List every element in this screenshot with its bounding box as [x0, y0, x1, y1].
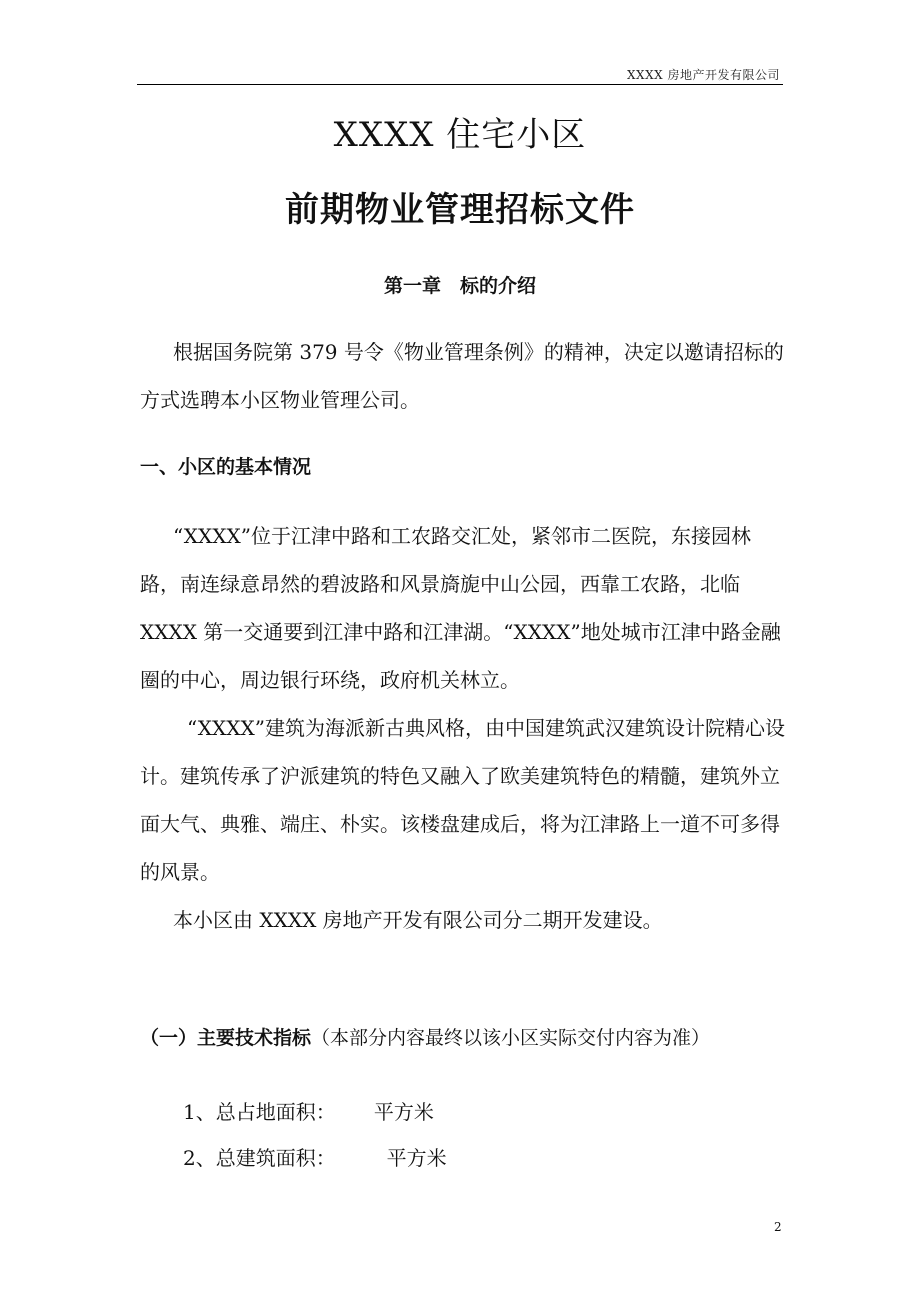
chapter-heading: 第一章 标的介绍 [383, 275, 536, 297]
indicator-item [183, 1096, 434, 1125]
indicator-label: 1、总占地面积： [183, 1100, 336, 1124]
intro-paragraph: 根据国务院第 379 号令《物业管理条例》的精神，决定以邀请招标的方式选聘本小区物业管理公司。 [140, 340, 784, 412]
indicator-unit: 平方米 [386, 1146, 447, 1170]
document-title: XXXX 住宅小区 [333, 115, 587, 155]
page-number: 2 [774, 1220, 782, 1234]
subsection-title: （一）主要技术指标 [140, 1027, 312, 1049]
body-paragraph: 本小区由 XXXX 房地产开发有限公司分二期开发建设。 [173, 908, 663, 932]
indicator-unit: 平方米 [373, 1100, 434, 1124]
page-header: XXXX 房地产开发有限公司 [627, 68, 780, 82]
subsection-note: （本部分内容最终以该小区实际交付内容为准） [311, 1027, 711, 1049]
subsection-heading [140, 1023, 710, 1050]
document-subtitle: 前期物业管理招标文件 [285, 190, 635, 230]
body-paragraph: “XXXX”建筑为海派新古典风格，由中国建筑武汉建筑设计院精心设计。建筑传承了沪派建筑的特色又融入了欧美建筑特色的精髓，建筑外立面大气、典雅、端庄、朴实。该楼盘建成后，将为江津路上一道不可多得的风景。 [140, 716, 785, 884]
section-heading: 一、小区的基本情况 [140, 456, 312, 478]
indicator-label: 2、总建筑面积： [183, 1146, 336, 1170]
body-paragraph: “XXXX”位于江津中路和工农路交汇处，紧邻市二医院，东接园林路，南连绿意昂然的碧波路和风景旖旎中山公园，西靠工农路，北临 XXXX 第一交通要到江津中路和江津湖。“XXXX”地处城市江津中路金融圈的中心，周边银行环绕，政府机关林立。 [140, 524, 781, 692]
indicator-item [183, 1142, 447, 1171]
header-rule [137, 84, 783, 85]
